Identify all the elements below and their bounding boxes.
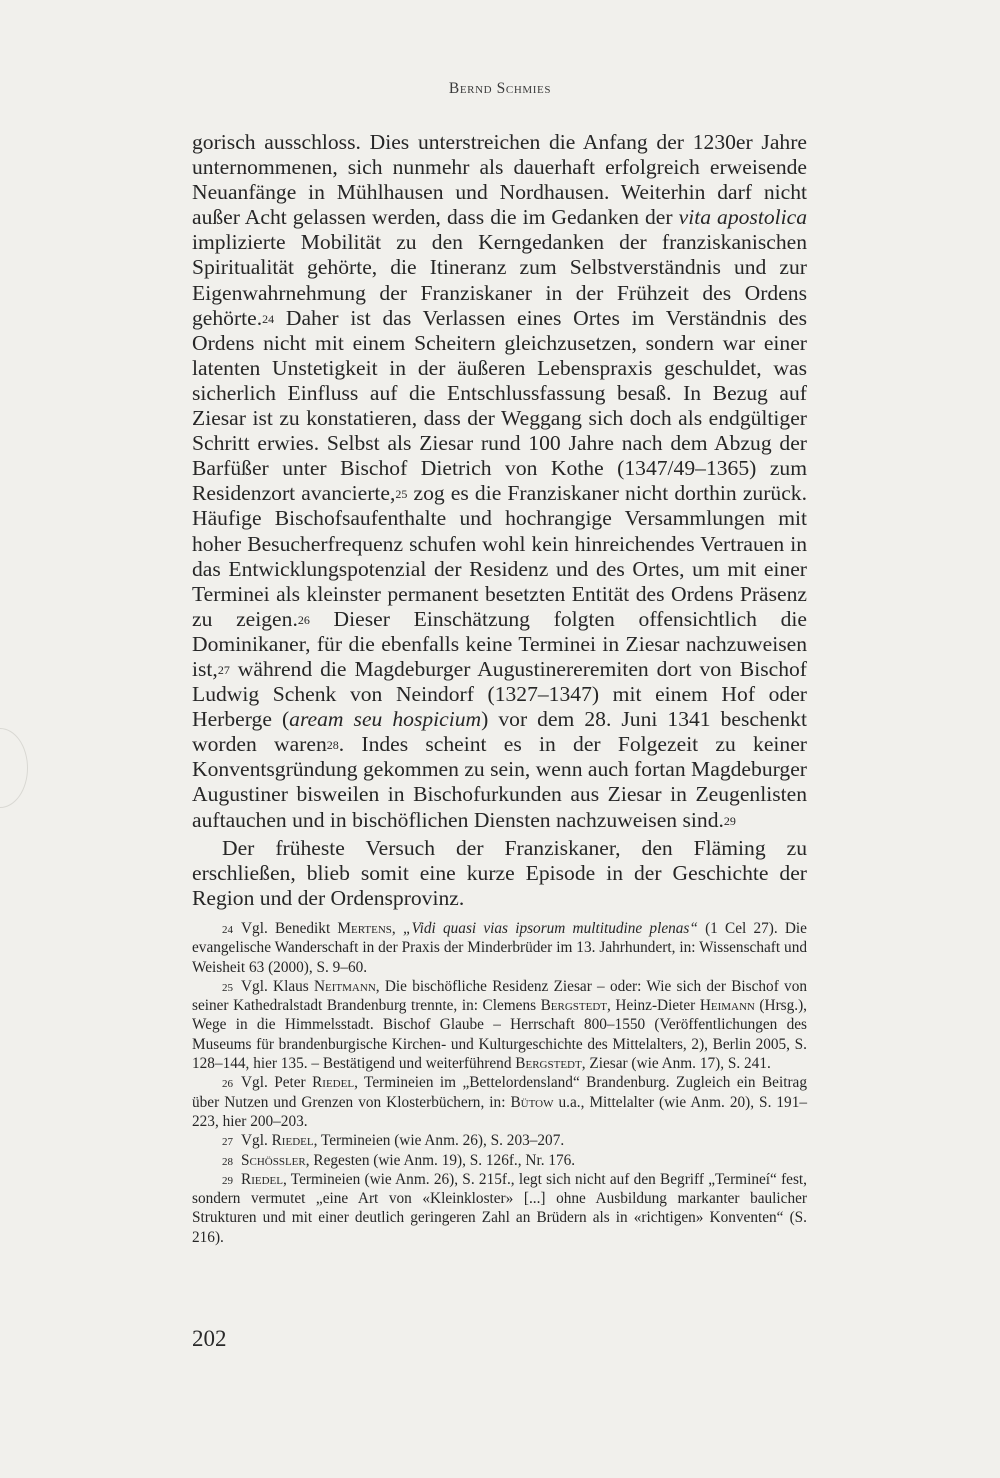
text-run: ) vor dem 28. Juni 1341 beschenkt worden waren <box>192 707 807 757</box>
text-run: Vgl. Klaus <box>241 977 314 995</box>
text-run: , Die bischöfliche Residenz Ziesar – oder: Wie sich der Bischof von seiner Kathedralstadt Brandenburg trennte, in: Clemens <box>192 977 808 1015</box>
text-run: u.a., Mittelalter (wie Anm. 20), S. 191–223, hier 200–203. <box>192 1093 808 1130</box>
text-run: , Termineien (wie Anm. 26), S. 215f., legt sich nicht auf den Begriff „Termineí“ fest, sondern vermutet „eine Art von «Kleinkloster» [...] ohne Ausbildung markanter baulicher Strukturen und mit einer deutlich geringeren Zahl an Brüdern als in «richtigen» Konventen“ (S. 216). <box>192 1170 807 1246</box>
author-name: Riedel <box>271 1132 314 1150</box>
footnote-27 <box>192 1131 807 1150</box>
author-name: Schössler <box>241 1151 306 1169</box>
text-run: , Termineien (wie Anm. 26), S. 203–207. <box>313 1132 565 1150</box>
italic-title: „Vidi quasi vias ipsorum multitudine plenas“ <box>402 920 698 937</box>
text-run: , Heinz-Dieter <box>607 997 700 1015</box>
footnote-ref-24[interactable]: 24 <box>262 311 275 326</box>
footnote-number: 26 <box>222 1078 233 1091</box>
page-number: 202 <box>192 1326 227 1351</box>
footnote-number: 25 <box>222 981 233 994</box>
scan-binding-mark <box>0 728 28 808</box>
text-run: Vgl. <box>241 1132 272 1150</box>
footnote-ref-29[interactable]: 29 <box>723 813 736 828</box>
footnote-ref-26[interactable]: 26 <box>297 612 310 627</box>
text-run: (Hrsg.), Wege in die Himmelsstadt. Bischof Glaube – Herrschaft 800–1550 (Veröffentlichungen des Museums für brandenburgische Kirchen- und Kulturgeschichte des Mittelalters, 2), Berlin 2005, S. 128–144, hier 135. – Bestätigend und weiterführend <box>192 997 808 1073</box>
text-run: (1 Cel 27). Die evangelische Wanderschaft in der Praxis der Minderbrüder im 13. Jahrhundert, in: Wissenschaft und Weisheit 63 (2000), S. 9–60. <box>192 920 807 976</box>
author-name: Mertens <box>337 920 392 937</box>
text-run: Daher ist das Verlassen eines Ortes im Verständnis des Ordens nicht mit einem Scheitern gleichzusetzen, sondern war einer latenten Unstetigkeit in der äußeren Lebenspraxis geschuldet, was sicherlich Einfluss auf die Entschlussfassung besaß. In Bezug auf Ziesar ist zu konstatieren, dass der Weggang sich doch als endgültiger Schritt erwies. Selbst als Ziesar rund 100 Jahre nach dem Abzug der Barfüßer unter Bischof Dietrich von Kothe (1347/49–1365) zum Residenzort avancierte, <box>192 305 807 506</box>
text-run: . Indes scheint es in der Folgezeit zu keiner Konventsgründung gekommen zu sein, wenn auch fortan Magdeburger Augustiner bisweilen in Bischofurkunden aus Ziesar in Zeugenlisten auftauchen und in bischöflichen Diensten nachzuweisen sind. <box>192 732 807 832</box>
text-run: gorisch ausschloss. Dies unterstreichen die Anfang der 1230er Jahre unternommenen, sich nunmehr als dauerhaft erfolgreich erweisende Neuanfänge in Mühlhausen und Nordhausen. Weiterhin darf nicht außer Acht gelassen werden, dass die im Gedanken der <box>192 130 807 230</box>
footnote-24 <box>192 919 807 977</box>
text-run: Vgl. Peter <box>241 1074 313 1092</box>
text-run: Vgl. Benedikt <box>241 920 338 937</box>
footnote-25 <box>192 977 807 1073</box>
text-run: zog es die Franziskaner nicht dorthin zurück. Häufige Bischofsaufenthalte und hochrangige Versammlungen mit hoher Besucherfrequenz schufen wohl kein hinreichendes Vertrauen in das Entwicklungspotenzial der Residenz und des Ortes, um mit einer Terminei als kleinster permanent besetzten Entität des Ordens Präsenz zu zeigen. <box>192 481 807 631</box>
footnote-number: 29 <box>222 1174 233 1187</box>
text-run: , <box>391 920 403 937</box>
author-name: Bergstedt <box>515 1055 582 1073</box>
footnotes <box>192 919 807 1247</box>
text-run: , Termineien im „Bettelordensland“ Brandenburg. Zugleich ein Beitrag über Nutzen und Grenzen von Klosterbüchern, in: <box>192 1074 807 1111</box>
text-run: während die Magdeburger Augustinereremiten dort von Bischof Ludwig Schenk von Neindorf (1327–1347) mit einem Hof oder Herberge ( <box>192 656 807 732</box>
footnote-number: 27 <box>222 1136 233 1149</box>
body-paragraph-2: Der früheste Versuch der Franziskaner, den Fläming zu erschließen, blieb somit eine kurze Episode in der Geschichte der Region und der Ordensprovinz. <box>192 835 807 910</box>
italic-term: aream seu hospicium <box>289 707 482 732</box>
footnote-number: 28 <box>222 1155 233 1168</box>
text-run: Dieser Einschätzung folgten offensichtlich die Dominikaner, für die ebenfalls keine Terminei in Ziesar nachzuweisen ist, <box>192 606 807 681</box>
author-name: Neitmann <box>314 977 376 995</box>
author-name: Bütow <box>510 1093 554 1111</box>
footnote-26 <box>192 1073 807 1131</box>
author-name: Heimann <box>699 997 755 1015</box>
footnote-ref-25[interactable]: 25 <box>395 487 408 502</box>
author-name: Riedel <box>312 1074 355 1092</box>
author-name: Bergstedt <box>540 997 608 1015</box>
footnote-29 <box>192 1170 807 1247</box>
footnote-28 <box>192 1151 807 1170</box>
italic-term: vita apostolica <box>678 205 807 230</box>
running-head: Bernd Schmies <box>448 80 552 97</box>
text-run: , Regesten (wie Anm. 19), S. 126f., Nr. 176. <box>305 1151 576 1169</box>
text-run: , Ziesar (wie Anm. 17), S. 241. <box>581 1055 771 1073</box>
text-run: implizierte Mobilität zu den Kerngedanken der franziskanischen Spiritualität gehörte, die Itineranz zum Selbstverständnis und zur Eigenwahrnehmung der Franziskaner in der Frühzeit des Ordens gehörte. <box>192 230 807 330</box>
author-name: Riedel <box>241 1170 283 1188</box>
main-text <box>192 130 807 911</box>
footnote-ref-27[interactable]: 27 <box>217 662 230 677</box>
body-paragraph-1 <box>192 130 807 833</box>
footnote-number: 24 <box>222 924 233 936</box>
footnote-ref-28[interactable]: 28 <box>326 738 339 753</box>
